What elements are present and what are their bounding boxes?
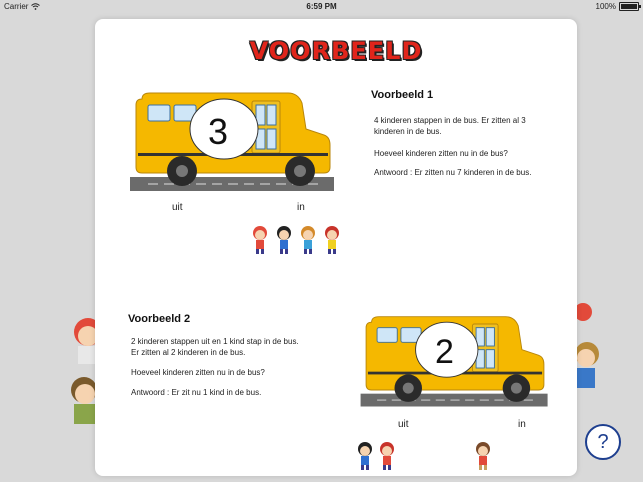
example2-question: Hoeveel kinderen zitten nu in de bus? (131, 368, 265, 377)
label-in-2: in (518, 419, 526, 430)
kids-right-decoration (573, 300, 609, 400)
example2-line-1: 2 kinderen stappen uit en 1 kind stap in de bus. (131, 337, 299, 346)
label-out-2: uit (398, 419, 409, 430)
kid-boarding-2 (474, 441, 492, 471)
example2-answer: Antwoord : Er zit nu 1 kind in de bus. (131, 388, 262, 397)
bus-number-1: 3 (208, 111, 229, 152)
carrier-label: Carrier (4, 2, 29, 11)
example-modal (95, 19, 577, 476)
example1-answer: Antwoord : Er zitten nu 7 kinderen in de bus. (374, 168, 532, 177)
battery-icon (619, 2, 639, 11)
label-in-1: in (297, 202, 305, 213)
kids-boarding-1 (252, 225, 342, 255)
example1-line-1: 4 kinderen stappen in de bus. Er zitten al 3 (374, 116, 526, 125)
bus-number-2: 2 (435, 333, 454, 371)
label-out-1: uit (172, 202, 183, 213)
bus-illustration-1 (128, 89, 338, 209)
clock: 6:59 PM (306, 2, 337, 11)
status-bar (0, 0, 643, 14)
example2-heading: Voorbeeld 2 (128, 313, 191, 325)
page-title: VOORBEELD (249, 37, 423, 65)
kids-exiting-2 (357, 441, 397, 471)
example1-heading: Voorbeeld 1 (371, 89, 434, 101)
help-button[interactable]: ? (585, 424, 621, 460)
example1-question: Hoeveel kinderen zitten nu in de bus? (374, 149, 508, 158)
example2-line-2: Er zitten al 2 kinderen in de bus. (131, 348, 246, 357)
bus-illustration-2 (355, 313, 555, 423)
battery-percentage: 100% (595, 2, 616, 11)
example1-line-2: kinderen in de bus. (374, 127, 442, 136)
